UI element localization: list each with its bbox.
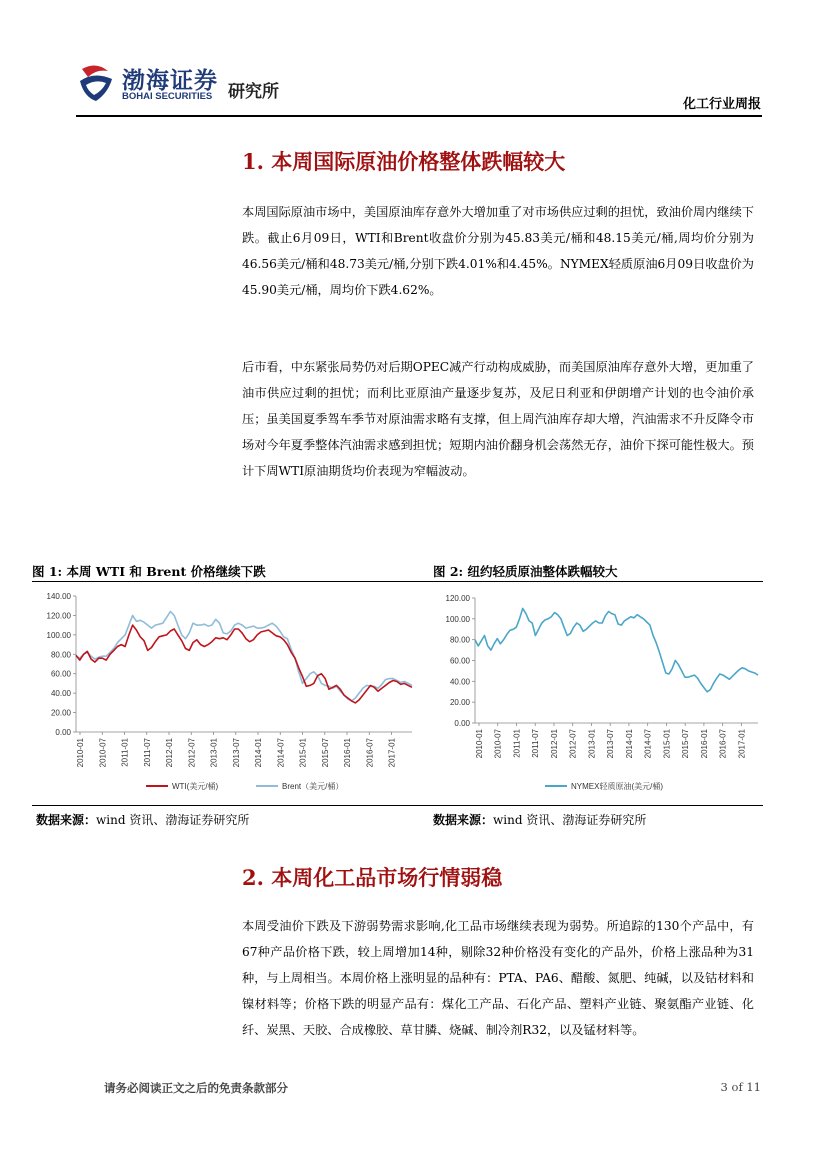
x-tick-label: 2015-01 [662, 729, 672, 759]
source-label: 数据来源： [433, 813, 494, 827]
report-type: 化工行业周报 [682, 97, 761, 112]
institute-label: 研究所 [228, 82, 279, 102]
chart-wti-brent [32, 586, 417, 800]
x-tick-label: 2010-07 [493, 729, 503, 759]
x-tick-label: 2010-01 [475, 729, 484, 759]
figure-top-rule [32, 581, 763, 582]
x-tick-label: 2010-07 [98, 738, 108, 768]
x-tick-label: 2012-07 [187, 738, 197, 768]
x-tick-label: 2017-01 [387, 738, 397, 768]
x-tick-label: 2012-07 [568, 729, 578, 759]
y-tick-label: 40.00 [50, 689, 71, 699]
y-tick-label: 80.00 [449, 635, 470, 645]
x-tick-label: 2016-01 [343, 738, 353, 768]
y-tick-label: 100.00 [445, 614, 470, 624]
legend-label: NYMEX轻质原油(美元/桶) [571, 782, 663, 791]
y-tick-label: 80.00 [50, 650, 71, 660]
y-tick-label: 60.00 [449, 656, 470, 666]
x-tick-label: 2017-01 [737, 729, 747, 759]
chart-nymex [433, 586, 763, 800]
x-tick-label: 2014-07 [643, 729, 653, 759]
legend-label: WTI(美元/桶) [172, 782, 219, 791]
y-tick-label: 140.00 [46, 592, 71, 601]
x-tick-label: 2011-07 [142, 738, 152, 767]
y-tick-label: 60.00 [50, 669, 71, 679]
section-1-title: 1. 本周国际原油价格整体跌幅较大 [242, 149, 566, 174]
x-tick-label: 2013-07 [231, 738, 241, 768]
y-tick-label: 0.00 [454, 719, 470, 728]
section-1-paragraph-1: 本周国际原油市场中，美国原油库存意外大增加重了对市场供应过剩的担忧，致油价周内继续下跌。截止6月09日，WTI和Brent收盘价分别为45.83美元/桶和48.15美元/桶,周均价分别为46.56美元/桶和48.73美元/桶,分别下跌4.01%和4.45%。NYMEX轻质原油6月09日收盘价为45.90美元/桶，周均价下跌4.62%。 [242, 205, 754, 297]
x-tick-label: 2016-01 [699, 729, 709, 759]
x-tick-label: 2011-01 [120, 738, 130, 767]
section-1-paragraph-2: 后市看，中东紧张局势仍对后期OPEC减产行动构成威胁，而美国原油库存意外大增，更加重了油市供应过剩的担忧；而利比亚原油产量逐步复苏，及尼日利亚和伊朗增产计划的也令油价承压；虽美国夏季驾车季节对原油需求略有支撑，但上周汽油库存却大增，汽油需求不升反降令市场对今年夏季整体汽油需求感到担忧；短期内油价翻身机会荡然无存，油价下探可能性极大。预计下周WTI原油期货均价表现为窄幅波动。 [242, 360, 754, 478]
x-tick-label: 2015-07 [681, 729, 691, 759]
y-tick-label: 0.00 [55, 728, 71, 737]
y-tick-label: 120.00 [445, 594, 470, 603]
series-line [76, 612, 412, 701]
figure-2-source [433, 811, 646, 828]
x-tick-label: 2014-01 [254, 738, 264, 768]
x-tick-label: 2013-01 [209, 738, 219, 768]
x-tick-label: 2011-07 [531, 729, 541, 758]
figure-1-title: 图 1: 本周 WTI 和 Brent 价格继续下跌 [32, 564, 266, 579]
header-divider [76, 115, 762, 117]
x-tick-label: 2011-01 [512, 729, 522, 758]
y-tick-label: 20.00 [449, 698, 470, 708]
logo-chinese-name: 渤海证券 [122, 67, 218, 94]
logo-english-name: BOHAI SECURITIES [122, 91, 213, 102]
source-text: wind 资讯、渤海证券研究所 [493, 813, 647, 827]
section-2-paragraph: 本周受油价下跌及下游弱势需求影响,化工品市场继续表现为弱势。所追踪的130个产品中，有67种产品价格下跌，较上周增加14种，剔除32种价格没有变化的产品外，价格上涨品种为31种，与上周相当。本周价格上涨明显的品种有：PTA、PA6、醋酸、氮肥、纯碱，以及钴材料和镍材料等；价格下跌的明显产品有：煤化工产品、石化产品、塑料产业链、聚氨酯产业链、化纤、炭黑、天胶、合成橡胶、草甘膦、烧碱、制冷剂R32，以及锰材料等。 [242, 919, 754, 1037]
x-tick-label: 2014-07 [276, 738, 286, 768]
figure-bottom-rule [32, 805, 763, 806]
x-tick-label: 2014-01 [624, 729, 634, 759]
y-tick-label: 20.00 [50, 708, 71, 718]
source-label: 数据来源： [36, 813, 97, 827]
y-tick-label: 120.00 [46, 611, 71, 621]
x-tick-label: 2012-01 [165, 738, 175, 768]
x-tick-label: 2010-01 [76, 738, 85, 768]
y-tick-label: 40.00 [449, 677, 470, 687]
source-text: wind 资讯、渤海证券研究所 [96, 813, 250, 827]
x-tick-label: 2015-01 [298, 738, 308, 768]
figure-1-source [36, 811, 249, 828]
section-2-title: 2. 本周化工品市场行情弱稳 [242, 865, 503, 890]
x-tick-label: 2012-01 [549, 729, 559, 759]
x-tick-label: 2015-07 [320, 738, 330, 768]
footer-disclaimer: 请务必阅读正文之后的免责条款部分 [104, 1081, 288, 1095]
series-line [475, 608, 758, 691]
bohai-logo-icon [78, 63, 114, 103]
figure-2-title: 图 2: 纽约轻质原油整体跌幅较大 [433, 564, 618, 579]
x-tick-label: 2013-07 [606, 729, 616, 759]
x-tick-label: 2016-07 [718, 729, 728, 759]
y-tick-label: 100.00 [46, 630, 71, 640]
page-number: 3 of 11 [720, 1080, 761, 1094]
legend-label: Brent（美元/桶） [282, 782, 344, 791]
x-tick-label: 2013-01 [587, 729, 597, 759]
x-tick-label: 2016-07 [365, 738, 375, 768]
